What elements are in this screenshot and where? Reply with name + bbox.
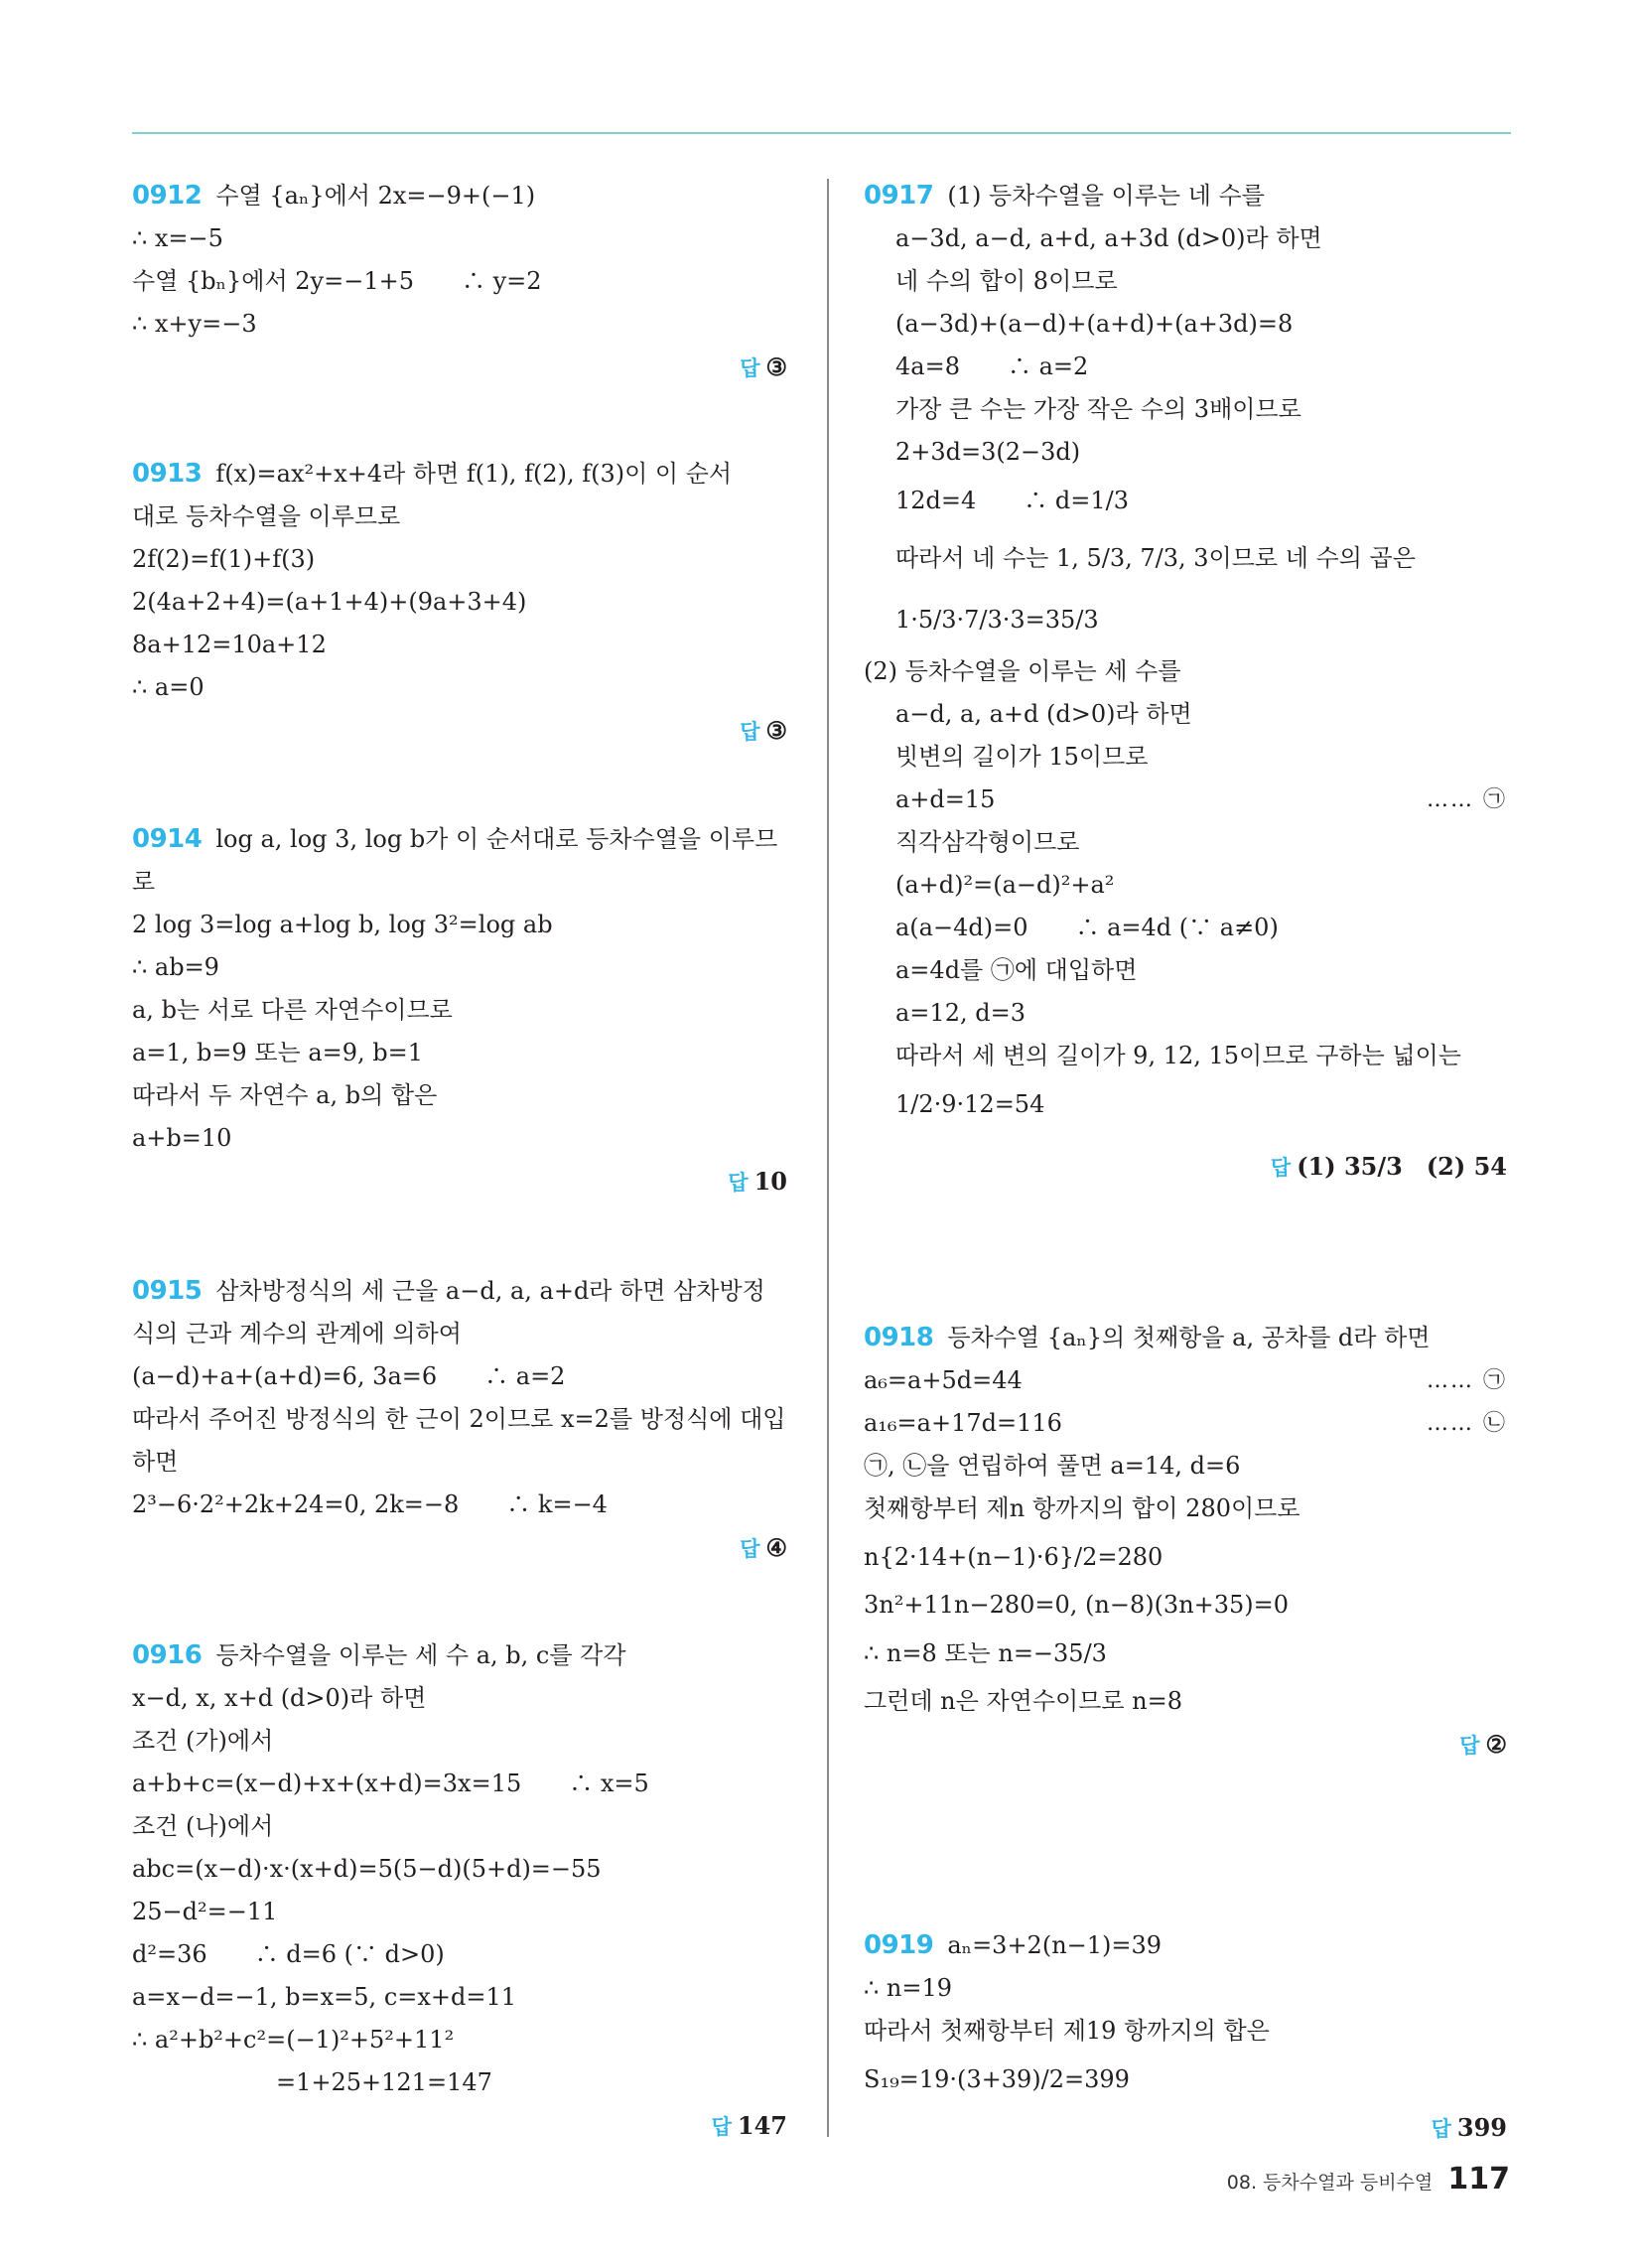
solution-line: ∴ n=8 또는 n=−35/3 — [864, 1639, 1107, 1667]
answer — [864, 1723, 1511, 1766]
answer-value: 10 — [753, 1167, 787, 1196]
solution-line: 따라서 네 수는 1, 5/3, 7/3, 3이므로 네 수의 곱은 — [895, 544, 1416, 572]
problem-0916 — [132, 1634, 791, 2147]
answer-value: ④ — [765, 1533, 787, 1562]
answer — [132, 2104, 791, 2147]
solution-line: abc=(x−d)·x·(x+d)=5(5−d)(5+d)=−55 — [132, 1855, 602, 1883]
answer-label: 답 — [1270, 1156, 1292, 1180]
answer-label: 답 — [1431, 2117, 1451, 2141]
answer-value: ② — [1485, 1730, 1507, 1759]
solution-line: 4a=8 ∴ a=2 — [895, 353, 1089, 380]
problem-number: 0913 — [132, 459, 203, 489]
solution-line: 1/2·9·12=54 — [895, 1090, 1045, 1118]
solution-line: 로 — [132, 868, 156, 896]
solution-line: 2³−6·2²+2k+24=0, 2k=−8 ∴ k=−4 — [132, 1490, 608, 1518]
problem-number: 0918 — [864, 1323, 934, 1352]
solution-line: a=1, b=9 또는 a=9, b=1 — [132, 1039, 424, 1066]
answer — [132, 709, 791, 752]
solution-text: a₁₆=a+17d=116 — [864, 1409, 1062, 1437]
answer — [864, 2106, 1511, 2149]
chapter-title: 08. 등차수열과 등비수열 — [1226, 2172, 1434, 2194]
problem-0917 — [864, 175, 1511, 1188]
answer-label: 답 — [740, 356, 760, 380]
equation-marker: …… ㉠ — [1427, 1368, 1507, 1393]
solution-line — [864, 779, 1511, 821]
solution-line: 3n²+11n−280=0, (n−8)(3n+35)=0 — [864, 1591, 1290, 1619]
solution-line: 따라서 세 변의 길이가 9, 12, 15이므로 구하는 넓이는 — [895, 1042, 1461, 1069]
solution-line: 등차수열 {aₙ}의 첫째항을 a, 공차를 d라 하면 — [947, 1324, 1431, 1351]
solution-line: ∴ x+y=−3 — [132, 310, 257, 338]
answer-label: 답 — [740, 720, 760, 744]
solution-line: ∴ n=19 — [864, 1974, 953, 2002]
solution-line: 따라서 첫째항부터 제19 항까지의 합은 — [864, 2017, 1270, 2045]
solution-line: ∴ a²+b²+c²=(−1)²+5²+11² — [132, 2026, 455, 2054]
equation-marker: …… ㉡ — [1427, 1411, 1507, 1436]
solution-line: 2+3d=3(2−3d) — [895, 438, 1081, 466]
solution-line: 2f(2)=f(1)+f(3) — [132, 545, 316, 573]
solution-line: 1·5/3·7/3·3=35/3 — [895, 606, 1099, 634]
solution-line: 가장 큰 수는 가장 작은 수의 3배이므로 — [895, 395, 1301, 423]
problem-0912 — [132, 175, 791, 388]
solution-line: 25−d²=−11 — [132, 1898, 278, 1925]
answer-value: ③ — [765, 353, 787, 381]
solution-line: a=12, d=3 — [895, 999, 1026, 1027]
header-rule — [132, 132, 1511, 134]
problem-0914 — [132, 818, 791, 1203]
solution-line — [864, 1402, 1511, 1445]
answer-value: ③ — [765, 716, 787, 745]
solution-line: log a, log 3, log b가 이 순서대로 등차수열을 이루므 — [215, 825, 778, 853]
solution-line: (a+d)²=(a−d)²+a² — [895, 871, 1115, 899]
solution-line: a, b는 서로 다른 자연수이므로 — [132, 996, 453, 1024]
page-footer — [1227, 2160, 1510, 2199]
problem-number: 0917 — [864, 181, 934, 211]
problem-0913 — [132, 453, 791, 752]
page-number: 117 — [1447, 2162, 1510, 2197]
answer — [132, 1160, 791, 1203]
answer-label: 답 — [711, 2115, 732, 2139]
solution-line: ∴ x=−5 — [132, 224, 223, 252]
solution-line: (2) 등차수열을 이루는 세 수를 — [864, 657, 1181, 685]
solution-line: 대로 등차수열을 이루므로 — [132, 502, 401, 530]
solution-line: (1) 등차수열을 이루는 네 수를 — [947, 182, 1265, 210]
problem-0915 — [132, 1270, 791, 1569]
solution-line: 조건 (가)에서 — [132, 1727, 274, 1755]
solution-line: a(a−4d)=0 ∴ a=4d (∵ a≠0) — [895, 914, 1279, 941]
solution-line: 빗변의 길이가 15이므로 — [895, 743, 1149, 771]
equation-marker: …… ㉠ — [1427, 787, 1507, 812]
answer — [864, 1145, 1511, 1188]
problem-number: 0914 — [132, 824, 203, 854]
solution-line: 12d=4 ∴ d=1/3 — [895, 487, 1130, 514]
solution-line: a+b=10 — [132, 1124, 232, 1152]
solution-line: 하면 — [132, 1448, 179, 1476]
solution-line: (a−3d)+(a−d)+(a+d)+(a+3d)=8 — [895, 310, 1294, 338]
solution-line: a−d, a, a+d (d>0)라 하면 — [895, 700, 1192, 728]
solution-text: a₆=a+5d=44 — [864, 1366, 1023, 1394]
problem-number: 0916 — [132, 1640, 203, 1670]
solution-line: a−3d, a−d, a+d, a+3d (d>0)라 하면 — [895, 224, 1322, 252]
solution-line: f(x)=ax²+x+4라 하면 f(1), f(2), f(3)이 이 순서 — [215, 460, 733, 488]
answer-value: (1) 35/3 (2) 54 — [1297, 1152, 1507, 1181]
problem-0918 — [864, 1317, 1511, 1766]
solution-line: a=x−d=−1, b=x=5, c=x+d=11 — [132, 1983, 517, 2011]
problem-number: 0912 — [132, 181, 203, 211]
problem-number: 0915 — [132, 1276, 203, 1306]
solution-line: 네 수의 합이 8이므로 — [895, 267, 1118, 295]
solution-line: ∴ a=0 — [132, 673, 205, 701]
answer-label: 답 — [740, 1537, 760, 1561]
solution-line: =1+25+121=147 — [276, 2068, 492, 2096]
answer-label: 답 — [728, 1171, 749, 1195]
solution-line: 직각삼각형이므로 — [895, 828, 1080, 856]
solution-line: 그런데 n은 자연수이므로 n=8 — [864, 1687, 1183, 1715]
solution-line: 수열 {aₙ}에서 2x=−9+(−1) — [215, 182, 536, 210]
answer-label: 답 — [1459, 1734, 1480, 1758]
solution-line: 2 log 3=log a+log b, log 3²=log ab — [132, 911, 553, 938]
solution-line: 수열 {bₙ}에서 2y=−1+5 ∴ y=2 — [132, 267, 542, 295]
solution-line — [864, 1359, 1511, 1402]
solution-line: 8a+12=10a+12 — [132, 631, 327, 658]
solution-line: 첫째항부터 제n 항까지의 합이 280이므로 — [864, 1494, 1300, 1522]
solution-line: ㉠, ㉡을 연립하여 풀면 a=14, d=6 — [864, 1452, 1241, 1480]
solution-line: 따라서 주어진 방정식의 한 근이 2이므로 x=2를 방정식에 대입 — [132, 1405, 786, 1433]
answer-value: 399 — [1456, 2113, 1507, 2142]
solution-text: a+d=15 — [895, 785, 996, 813]
solution-line: d²=36 ∴ d=6 (∵ d>0) — [132, 1940, 445, 1968]
solution-line: 2(4a+2+4)=(a+1+4)+(9a+3+4) — [132, 588, 527, 616]
column-divider — [827, 179, 829, 2137]
solution-line: (a−d)+a+(a+d)=6, 3a=6 ∴ a=2 — [132, 1362, 566, 1390]
solution-line: 식의 근과 계수의 관계에 의하여 — [132, 1320, 462, 1347]
solution-line: a=4d를 ㉠에 대입하면 — [895, 956, 1138, 984]
solution-line: 조건 (나)에서 — [132, 1812, 274, 1840]
problem-0919 — [864, 1924, 1511, 2149]
solution-line: a+b+c=(x−d)+x+(x+d)=3x=15 ∴ x=5 — [132, 1770, 649, 1797]
solution-line: 삼차방정식의 세 근을 a−d, a, a+d라 하면 삼차방정 — [215, 1277, 765, 1305]
answer — [132, 346, 791, 388]
solution-line: x−d, x, x+d (d>0)라 하면 — [132, 1684, 427, 1712]
answer — [132, 1526, 791, 1569]
solution-line: 등차수열을 이루는 세 수 a, b, c를 각각 — [215, 1641, 626, 1669]
answer-value: 147 — [737, 2111, 787, 2140]
solution-line: ∴ ab=9 — [132, 953, 219, 981]
problem-number: 0919 — [864, 1930, 934, 1960]
solution-line: n{2·14+(n−1)·6}/2=280 — [864, 1543, 1163, 1571]
solution-line: aₙ=3+2(n−1)=39 — [947, 1931, 1163, 1959]
solution-line: 따라서 두 자연수 a, b의 합은 — [132, 1081, 438, 1109]
solution-line: S₁₉=19·(3+39)/2=399 — [864, 2065, 1130, 2093]
